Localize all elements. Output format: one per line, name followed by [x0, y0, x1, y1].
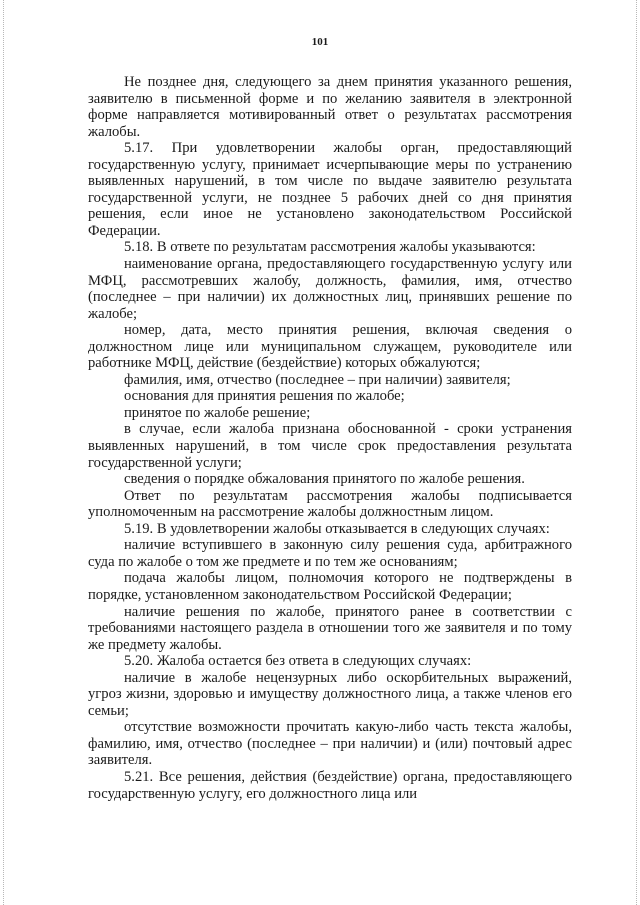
list-item-decision-grounds: основания для принятия решения по жалобе;: [124, 388, 405, 405]
list-item-unreadable-text: отсутствие возможности прочитать какую-либо часть текста жалобы, фамилию, имя, отчество (последнее – при наличии) и (или) почтовый адрес заявителя.: [88, 719, 572, 769]
paragraph-5-18: 5.18. В ответе по результатам рассмотрения жалобы указываются:: [124, 239, 536, 256]
list-item-decision-number-date: номер, дата, место принятия решения, включая сведения о должностном лице или муниципальном служащем, руководителе или работнике МФЦ, действие (бездействие) которых обжалуются;: [88, 322, 572, 372]
paragraph-response-signature: Ответ по результатам рассмотрения жалобы подписывается уполномоченным на рассмотрение жалобы должностным лицом.: [88, 487, 572, 521]
page-number: 101: [311, 36, 329, 48]
list-item-prior-decision: наличие решения по жалобе, принятого ранее в соответствии с требованиями настоящего раздела в отношении того же заявителя и по тому же предмету жалобы.: [88, 603, 572, 653]
list-item-obscene-language: наличие в жалобе нецензурных либо оскорбительных выражений, угроз жизни, здоровью и имуществу должностного лица, а также членов его семьи;: [88, 669, 572, 719]
paragraph-response-deadline: Не позднее дня, следующего за днем принятия указанного решения, заявителю в письменной форме и по желанию заявителя в электронной форме направляется мотивированный ответ о результатах рассмотрения жалобы.: [88, 74, 572, 140]
list-item-unconfirmed-authority: подача жалобы лицом, полномочия которого не подтверждены в порядке, установленном законодательством Российской Федерации;: [88, 570, 572, 603]
paragraph-5-19: 5.19. В удовлетворении жалобы отказывается в следующих случаях:: [124, 520, 550, 537]
document-body: [88, 74, 572, 802]
list-item-decision: принятое по жалобе решение;: [124, 404, 311, 421]
paragraph-5-21: 5.21. Все решения, действия (бездействие) органа, предоставляющего государственную услугу, его должностного лица или: [88, 768, 572, 802]
paragraph-5-17: 5.17. При удовлетворении жалобы орган, предоставляющий государственную услугу, принимает исчерпывающие меры по устранению выявленных нарушений, в том числе по выдаче заявителю результата государственной услуги, не позднее 5 рабочих дней со дня принятия решения, если иное не установлено законодательством Российской Федерации.: [88, 140, 572, 239]
list-item-court-decision: наличие вступившего в законную силу решения суда, арбитражного суда по жалобе о том же предмете и по тем же основаниям;: [88, 537, 572, 570]
scan-edge-right: [636, 0, 638, 905]
scan-edge-left: [3, 0, 5, 905]
list-item-authority-name: наименование органа, предоставляющего государственную услугу или МФЦ, рассмотревших жалобу, должность, фамилия, имя, отчество (последнее – при наличии) их должностных лиц, принявших решение по жалобе;: [88, 256, 572, 322]
paragraph-5-20: 5.20. Жалоба остается без ответа в следующих случаях:: [124, 653, 472, 670]
list-item-remedy-terms: в случае, если жалоба признана обоснованной - сроки устранения выявленных нарушений, в том числе срок предоставления результата государственной услуги;: [88, 421, 572, 471]
list-item-applicant-name: фамилия, имя, отчество (последнее – при наличии) заявителя;: [124, 371, 511, 388]
list-item-appeal-procedure: сведения о порядке обжалования принятого по жалобе решения.: [124, 471, 525, 488]
